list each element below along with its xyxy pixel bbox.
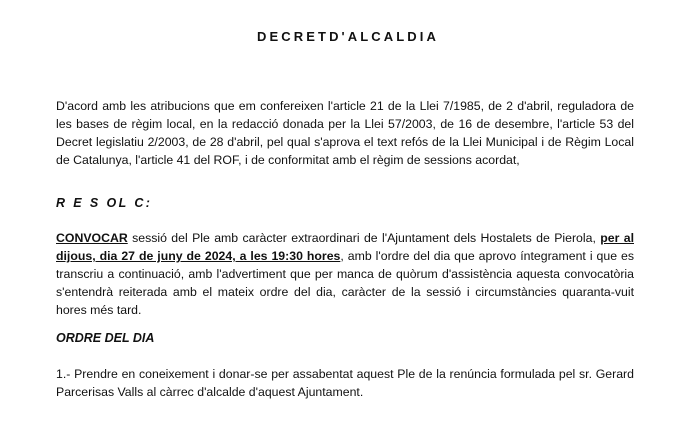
convocar-keyword: CONVOCAR [56, 231, 128, 245]
convocar-text-a: sessió del Ple amb caràcter extraordinari de l'Ajuntament dels Hostalets de Pierola, [127, 231, 601, 245]
document-title: DECRETD'ALCALDIA [257, 29, 439, 44]
ordre-del-dia-heading: ORDRE DEL DIA [56, 331, 155, 345]
intro-paragraph: D'acord amb les atribucions que em confereixen l'article 21 de la Llei 7/1985, de 2 d'abril, reguladora de les bases de règim local, en la redacció donada per la Llei 57/2003, de 16 de desembre, l'article 53 del Decret legislatiu 2/2003, de 28 d'abril, pel qual s'aprova el text refós de la Llei Municipal i de Règim Local de Catalunya, l'article 41 del ROF, i de conformitat amb el règim de sessions acordat, [56, 99, 634, 167]
convocar-text-b: , amb l'ordre del dia que aprovo íntegrament i que es transcriu a continuació, amb l'advertiment que per manca de quòrum d'assistència aquesta convocatòria s'entendrà reiterada amb el mateix ordre del dia, caràcter de la sessió i circumstàncies quaranta-vuit hores més tard. [56, 249, 634, 317]
session-date: per al dijous, dia 27 de juny de 2024, a les 19:30 hores [56, 231, 634, 263]
convocar-paragraph [56, 229, 634, 319]
resolc-heading: R E S OL C: [56, 196, 153, 210]
agenda-item-1: 1.- Prendre en coneixement i donar-se per assabentat aquest Ple de la renúncia formulada pel sr. Gerard Parcerisas Valls al càrrec d'alcalde d'aquest Ajuntament. [56, 367, 634, 399]
